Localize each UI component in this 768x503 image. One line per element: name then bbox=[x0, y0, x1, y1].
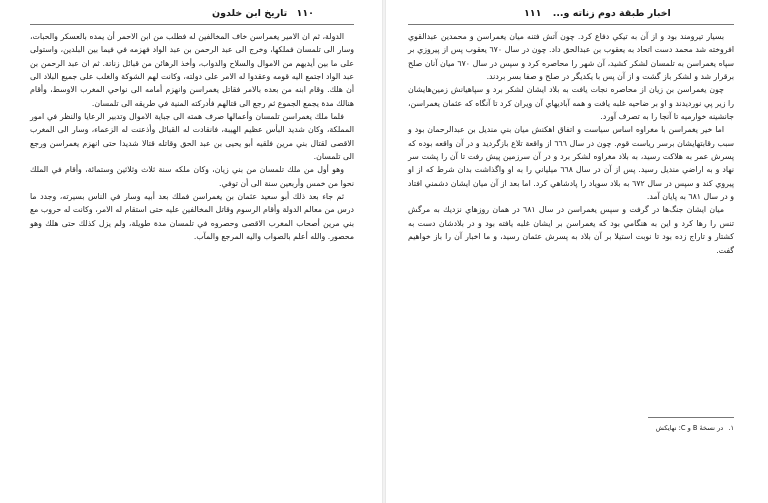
left-page bbox=[0, 0, 382, 503]
left-page-number: ١١٠ bbox=[296, 8, 314, 19]
right-running-head: اخبار طبقة دوم زناته و... bbox=[552, 8, 671, 19]
right-header-rule bbox=[408, 24, 734, 25]
footnote-number: ١. bbox=[728, 424, 734, 432]
footnote-text: در نسخهٔ B و C: نهايكش bbox=[655, 424, 724, 432]
left-paragraph-1: الدولة، ثم ان الامير يغمراسن خاف المخالفين له فطلب من ابن الاحمر أن يمده بالعسكر والحبات، وسار الى تلمسان فملكها، وخرج الى عبد الرحمن بن عبد الواد فهزمه في فيما بين البلدين، واستولى على ما بين أيديهم من الاموال والسلاح والدواب، وأخذ الرهائن من قبائل زناتة. ثم ان عبد الرحمن بن عبد الواد اجتمع اليه قومه وعقدوا له الامر على دولته، وكانت لهم الشوكة والغلب على جميع البلاد الى أن هلك. وقام ابنه من بعده بالامر فقاتل يغمراسن وانهزم أمامه الى نواحي المغرب الاوسط، وأقام هنالك مدة يجمع الجموع ثم رجع الى قتالهم فأدركته المنية في طريقه الى تلمسان. bbox=[30, 32, 354, 108]
left-paragraph-4: ثم جاء بعد ذلك أبو سعيد عثمان بن يغمراسن فملك بعد أبيه وسار في الناس بسيرته، وجدد ما درس من معالم الدولة وأقام الرسوم وقاتل المخالفين عليه حتى استقام له الامر، وكانت له حروب مع بني مرين أصحاب المغرب الاقصى وحصروه في تلمسان مدة طويلة، ولم يزل كذلك حتى هلك وهو محصور. والله أعلم بالصواب واليه المرجع والمآب. bbox=[30, 192, 354, 242]
footnote-rule bbox=[648, 417, 734, 418]
right-paragraph-4: ميان ايشان جنگ‌ها در گرفت و سپس يغمراسن در سال ٦٨١ در همان روزهاي نزديك به مرگش تنس را رها كرد و اين به هنگامي بود كه يغمراسن بر ايشان غلبه يافته بود و در بلادشان دست به كشتار و تاراج زده بود تا نوبت استيلا بر آن بلاد به پسرش عثمان رسيد، و ما اخبار آن را باز خواهيم گفت. bbox=[408, 205, 734, 255]
left-page-header bbox=[212, 8, 314, 19]
left-running-head: تاريخ ابن خلدون bbox=[212, 8, 288, 19]
right-page bbox=[386, 0, 768, 503]
left-header-rule bbox=[30, 24, 354, 25]
left-page-body bbox=[30, 30, 354, 244]
right-page-number: ١١١ bbox=[524, 8, 542, 19]
right-paragraph-2: چون يغمراسن بن زيان از محاصره نجات يافت به بلاد ايشان لشكر برد و سپاهيانش زمين‌هايشان را زير پي نورديدند و او بر ضاحيه غلبه يافت و همه آباديهاي آن ويران كرد تا آنگاه كه عثمان يغمراسن، جانشينه خوارميه تا آنجا را به تصرف آورد. bbox=[408, 85, 734, 122]
right-page-header bbox=[524, 8, 671, 19]
footnote bbox=[548, 424, 734, 432]
left-paragraph-2: فلما ملك يغمراسن تلمسان وأعمالها صرف همته الى جباية الاموال وتدبير الرعايا والنظر في امور المملكة، وكان شديد البأس عظيم الهيبة، فانقادت له القبائل وأذعنت له الزعماء، وسار الى المغرب الاقصى لقتال بني مرين فلقيه أبو يحيى بن عبد الحق وقاتله قتالا شديدا حتى انهزم يغمراسن ورجع الى تلمسان. bbox=[30, 112, 354, 162]
right-page-body bbox=[408, 30, 734, 257]
left-paragraph-3: وهو أول من ملك تلمسان من بني زيان، وكان ملكه سنة ثلاث وثلاثين وستمائة، وأقام في الملك نحوا من خمس وأربعين سنة الى أن توفي. bbox=[30, 165, 354, 188]
right-paragraph-1: بسيار تيرومند بود و از آن به تيكي دفاع كرد. چون آتش فتنه ميان يغمراسن و محمدين عبدالقوي افروخته شد محمد دست اتحاد به يعقوب بن عبدالحق داد. چون در سال ٦٧٠ يعقوب پس از پيروزي بر سپاه يغمراسن به تلمسان لشكر كشيد، آن شهر را محاصره كرد و سپس در سال ٦٧٠ ميان آنان صلح برقرار شد و لشكر باز گشت و از آن پس با يكديگر در صلح و صفا بسر بردند. bbox=[408, 32, 735, 82]
right-paragraph-3: اما خير يغمراسن با مغراوه اساس سياست و اتفاق اهكنش ميان بني منديل بن عبدالرحمان بود و سبب رقابتهايشان برسر رياست قوم. چون در سال ٦٦٦ از واقعة تلاع بازگرديد و در آن واقعه بوده كه پسرش عمر به هلاكت رسيد، به بلاد مغراوه لشكر برد و در آن سرزمين پيش رفت تا آن را پشت سر نهاد و به اراضي منديل رسيد. پس از آن در سال ٦٦٨ ميلياني را به او واگذاشت بدان شرط كه از او پيروي كند و سپس در سال ٦٧٢ به بلاد سوياد را پادشاهي كرد. اما بعد از آن ميان ايشان دشمني افتاد و در سال ٦٨١ به پايان آمد. bbox=[408, 125, 734, 202]
